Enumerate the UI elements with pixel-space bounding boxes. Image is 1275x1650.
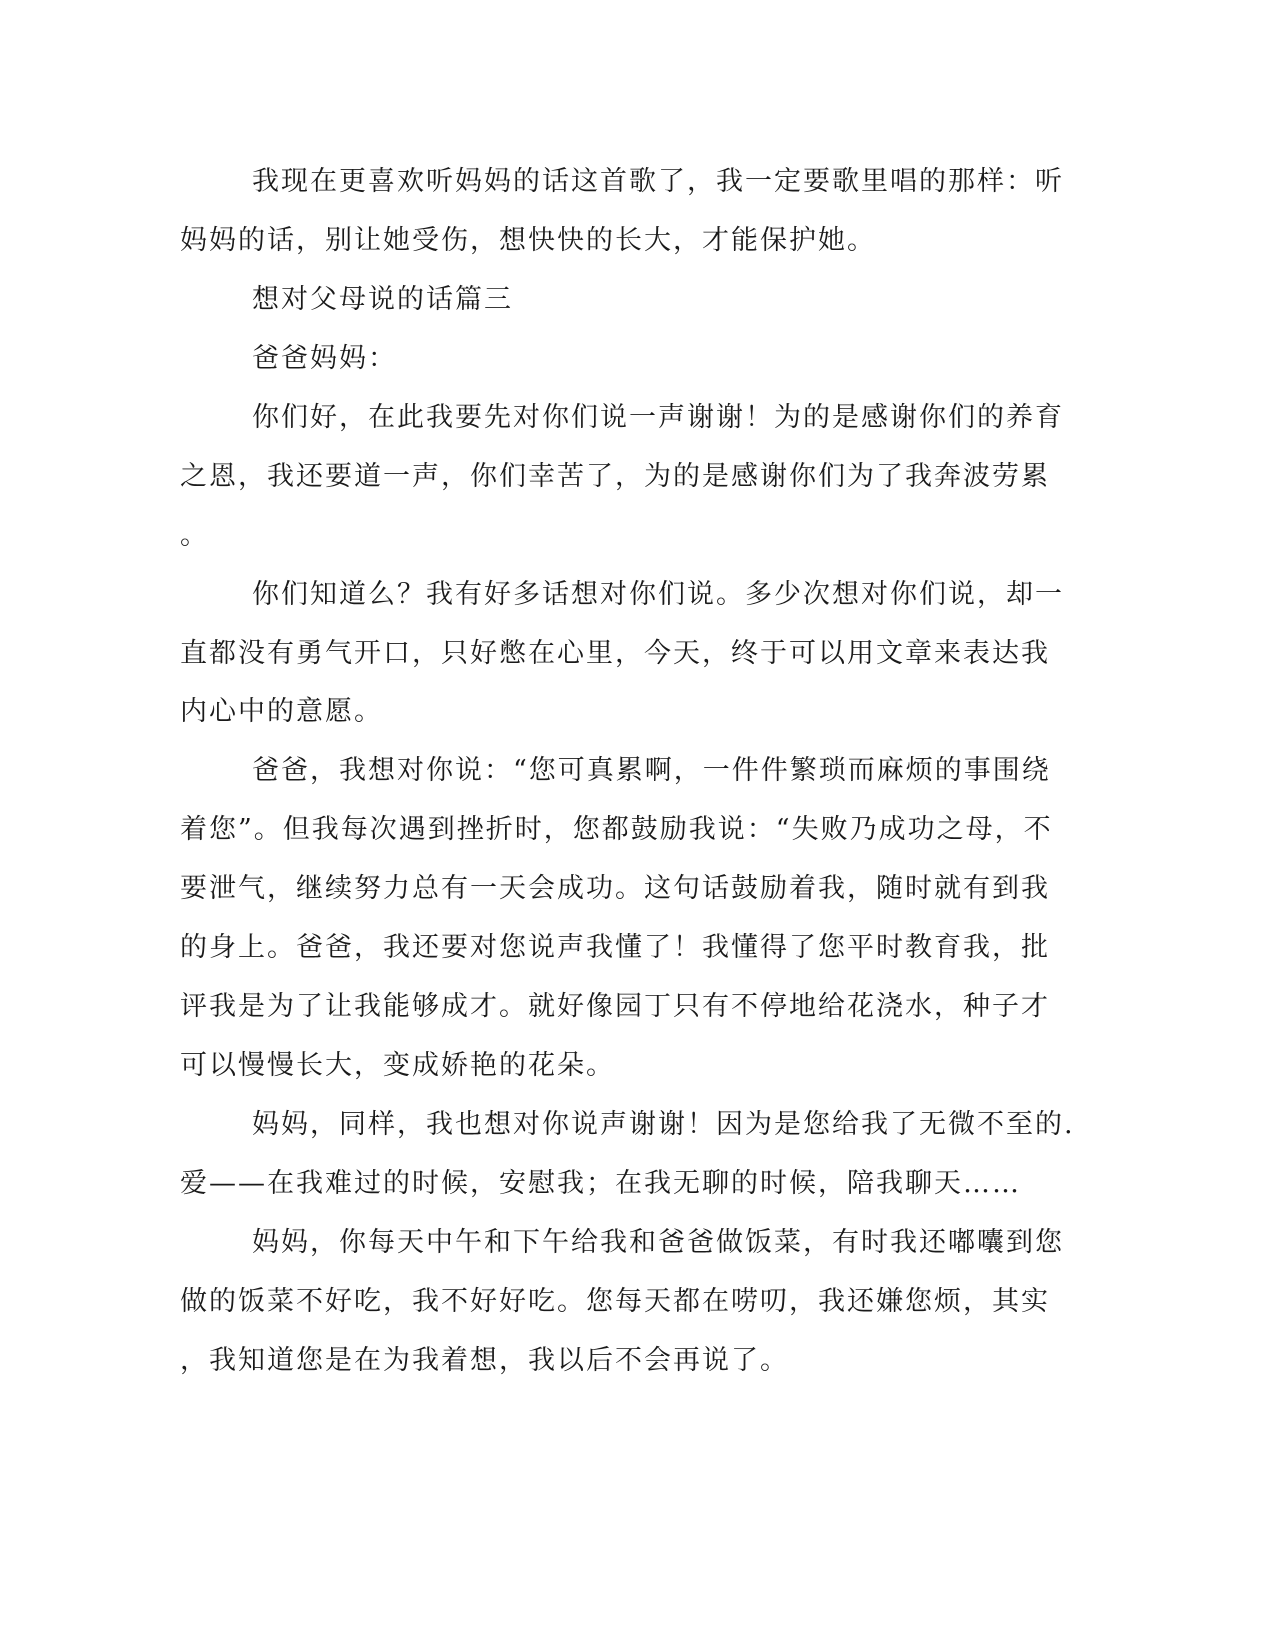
text-line: 你们知道么？我有好多话想对你们说。多少次想对你们说，却一: [252, 579, 1064, 610]
text-line: 你们好，在此我要先对你们说一声谢谢！为的是感谢你们的养育: [252, 402, 1064, 433]
text-line: 的身上。爸爸，我还要对您说声我懂了！我懂得了您平时教育我，批: [180, 932, 1050, 963]
salutation: 爸爸妈妈：: [252, 343, 397, 374]
text-line: 做的饭菜不好吃，我不好好吃。您每天都在唠叨，我还嫌您烦，其实: [180, 1286, 1050, 1317]
text-line: 妈妈，同样，我也想对你说声谢谢！因为是您给我了无微不至的.: [252, 1109, 1075, 1140]
text-line: ，我知道您是在为我着想，我以后不会再说了。: [180, 1345, 789, 1376]
text-line: 直都没有勇气开口，只好憋在心里，今天，终于可以用文章来表达我: [180, 638, 1050, 669]
text-line: 可以慢慢长大，变成娇艳的花朵。: [180, 1050, 615, 1081]
text-line: 评我是为了让我能够成才。就好像园丁只有不停地给花浇水，种子才: [180, 991, 1050, 1022]
text-line: 内心中的意愿。: [180, 696, 383, 727]
section-heading: 想对父母说的话篇三: [252, 284, 513, 315]
text-line: 要泄气，继续努力总有一天会成功。这句话鼓励着我，随时就有到我: [180, 873, 1050, 904]
text-line: 妈妈的话，别让她受伤，想快快的长大，才能保护她。: [180, 225, 876, 256]
text-line: 。: [180, 520, 209, 551]
text-line: 爸爸，我想对你说：“您可真累啊，一件件繁琐而麻烦的事围绕: [252, 755, 1051, 786]
text-line: 我现在更喜欢听妈妈的话这首歌了，我一定要歌里唱的那样：听: [252, 166, 1064, 197]
text-line: 爱——在我难过的时候，安慰我；在我无聊的时候，陪我聊天……: [180, 1168, 1021, 1199]
text-line: 着您”。但我每次遇到挫折时，您都鼓励我说：“失败乃成功之母，不: [180, 814, 1053, 845]
text-line: 之恩，我还要道一声，你们幸苦了，为的是感谢你们为了我奔波劳累: [180, 461, 1050, 492]
text-line: 妈妈，你每天中午和下午给我和爸爸做饭菜，有时我还嘟囔到您: [252, 1227, 1064, 1258]
